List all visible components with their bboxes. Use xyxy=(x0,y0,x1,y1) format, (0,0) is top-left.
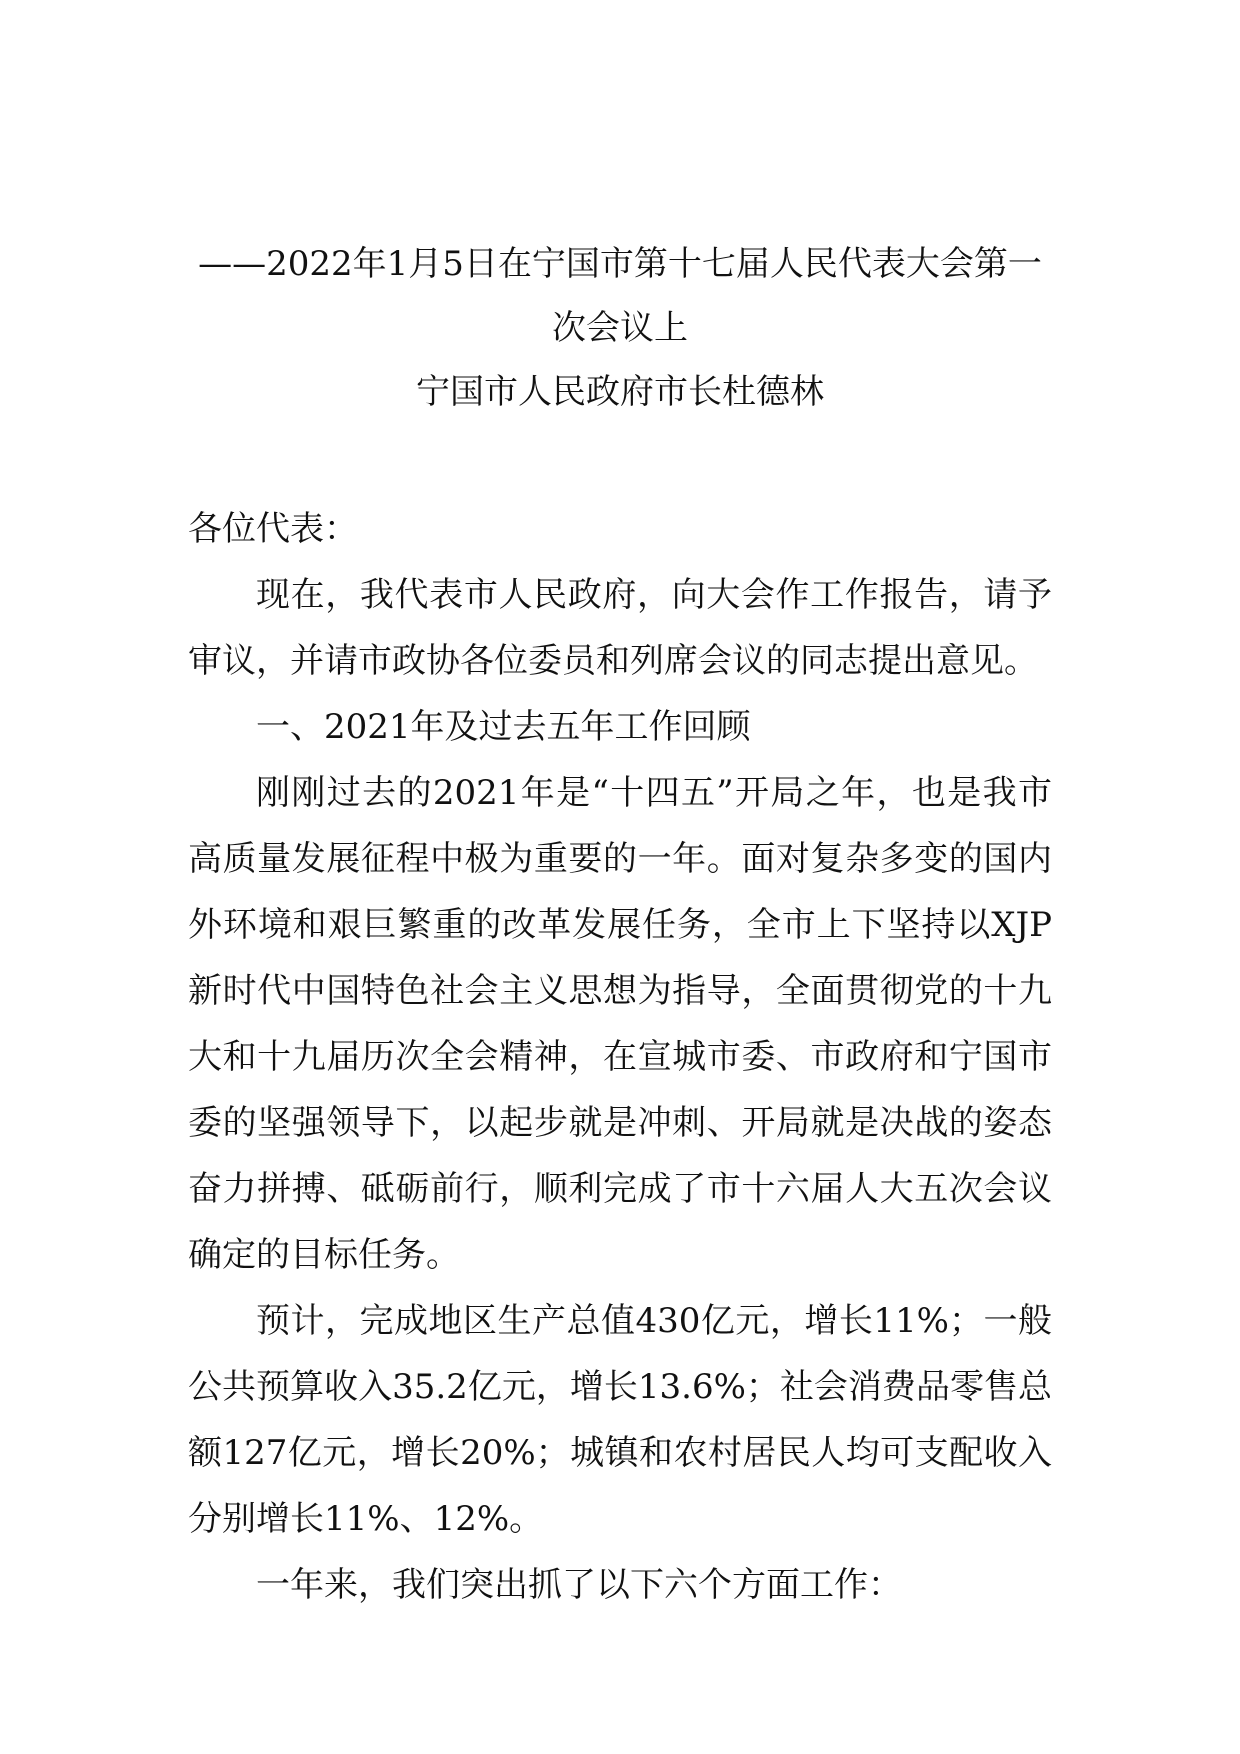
paragraph-six-aspects: 一年来，我们突出抓了以下六个方面工作： xyxy=(256,1565,902,1605)
salutation: 各位代表： xyxy=(188,509,358,549)
meeting-subtitle: ——2022年1月5日在宁国市第十七届人民代表大会第一次会议上 xyxy=(198,244,1042,348)
paragraph-intro: 现在，我代表市人民政府，向大会作工作报告，请予审议，并请市政协各位委员和列席会议的同志提出意见。 xyxy=(188,575,1052,681)
document-header xyxy=(188,232,1052,424)
paragraph-statistics: 预计，完成地区生产总值430亿元，增长11%；一般公共预算收入35.2亿元，增长13.6%；社会消费品零售总额127亿元，增长20%；城镇和农村居民人均可支配收入分别增长11%、12%。 xyxy=(188,1301,1052,1539)
speaker-line: 宁国市人民政府市长杜德林 xyxy=(416,372,824,412)
document-body xyxy=(188,496,1052,1618)
paragraph-review: 刚刚过去的2021年是“十四五”开局之年，也是我市高质量发展征程中极为重要的一年。面对复杂多变的国内外环境和艰巨繁重的改革发展任务，全市上下坚持以XJP新时代中国特色社会主义思想为指导，全面贯彻党的十九大和十九届历次全会精神，在宣城市委、市政府和宁国市委的坚强领导下，以起步就是冲刺、开局就是决战的姿态奋力拼搏、砥砺前行，顺利完成了市十六届人大五次会议确定的目标任务。 xyxy=(188,773,1052,1275)
section-heading: 一、2021年及过去五年工作回顾 xyxy=(256,707,751,747)
